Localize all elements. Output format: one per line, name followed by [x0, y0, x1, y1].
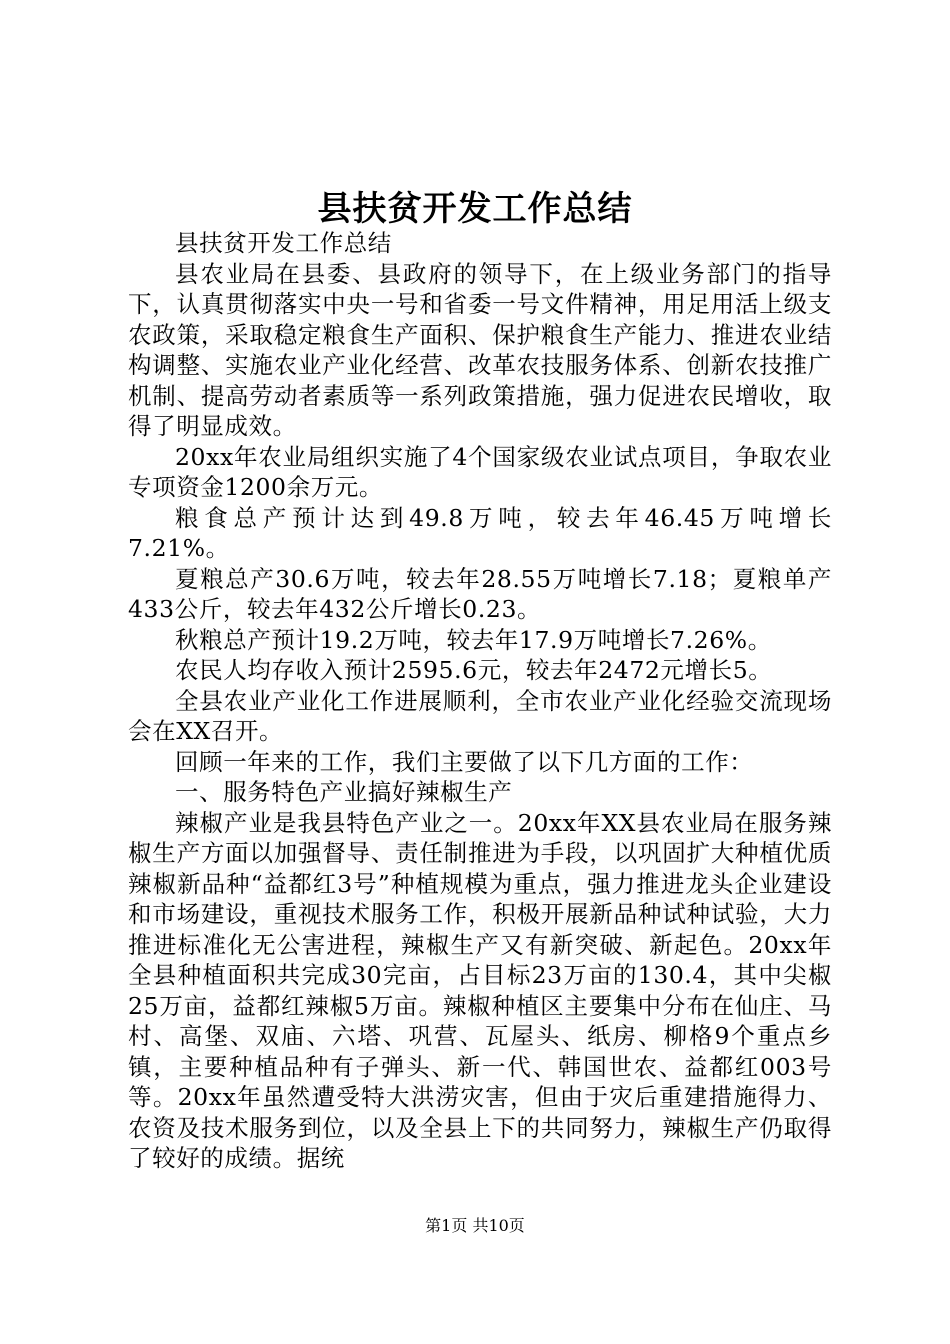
paragraph-pepper-industry: 辣椒产业是我县特色产业之一。20xx年XX县农业局在服务辣椒生产方面以加强督导、责任制推进为手段，以巩固扩大种植优质辣椒新品种“益都红3号”种植规模为重点，强力推进龙头企业建设和市场建设，重视技术服务工作，积极开展新品种试种试验，大力推进标准化无公害进程，辣椒生产又有新突破、新起色。20xx年全县种植面积共完成30完亩，占目标23万亩的130.4，其中尖椒25万亩，益都红辣椒5万亩。辣椒种植区主要集中分布在仙庄、马村、高堡、双庙、六塔、巩营、瓦屋头、纸房、柳格9个重点乡镇，主要种植品种有子弹头、新一代、韩国世农、益都红003号等。20xx年虽然遭受特大洪涝灾害，但由于灾后重建措施得力、农资及技术服务到位，以及全县上下的共同努力，辣椒生产仍取得了较好的成绩。据统: [128, 808, 832, 1172]
paragraph-autumn-grain: 秋粮总产预计19.2万吨，较去年17.9万吨增长7.26%。: [175, 625, 772, 654]
paragraph-review: 回顾一年来的工作，我们主要做了以下几方面的工作：: [175, 747, 754, 776]
document-title: 县扶贫开发工作总结: [317, 189, 633, 229]
paragraph-subtitle: 县扶贫开发工作总结: [175, 229, 392, 257]
paragraph-grain-total: 粮食总产预计达到49.8万吨，较去年46.45万吨增长7.21%。: [128, 503, 832, 562]
paragraph-industrialization: 全县农业产业化工作进展顺利，全市农业产业化经验交流现场会在XX召开。: [128, 686, 832, 745]
paragraph-projects: 20xx年农业局组织实施了4个国家级农业试点项目，争取农业专项资金1200余万元。: [128, 442, 832, 501]
paragraph-farmer-income: 农民人均存收入预计2595.6元，较去年2472元增长5。: [175, 656, 773, 684]
paragraph-summer-grain: 夏粮总产30.6万吨，较去年28.55万吨增长7.18；夏粮单产433公斤，较去年432公斤增长0.23。: [128, 564, 832, 623]
paragraph-intro: 县农业局在县委、县政府的领导下，在上级业务部门的指导下，认真贯彻落实中央一号和省委一号文件精神，用足用活上级支农政策，采取稳定粮食生产面积、保护粮食生产能力、推进农业结构调整、实施农业产业化经营、改革农技服务体系、创新农技推广机制、提高劳动者素质等一系列政策措施，强力促进农民增收，取得了明显成效。: [128, 259, 832, 440]
section-heading-pepper: 一、服务特色产业搞好辣椒生产: [175, 778, 513, 806]
document-body: [128, 228, 832, 1174]
page-footer: 第1页 共10页: [425, 1216, 525, 1235]
